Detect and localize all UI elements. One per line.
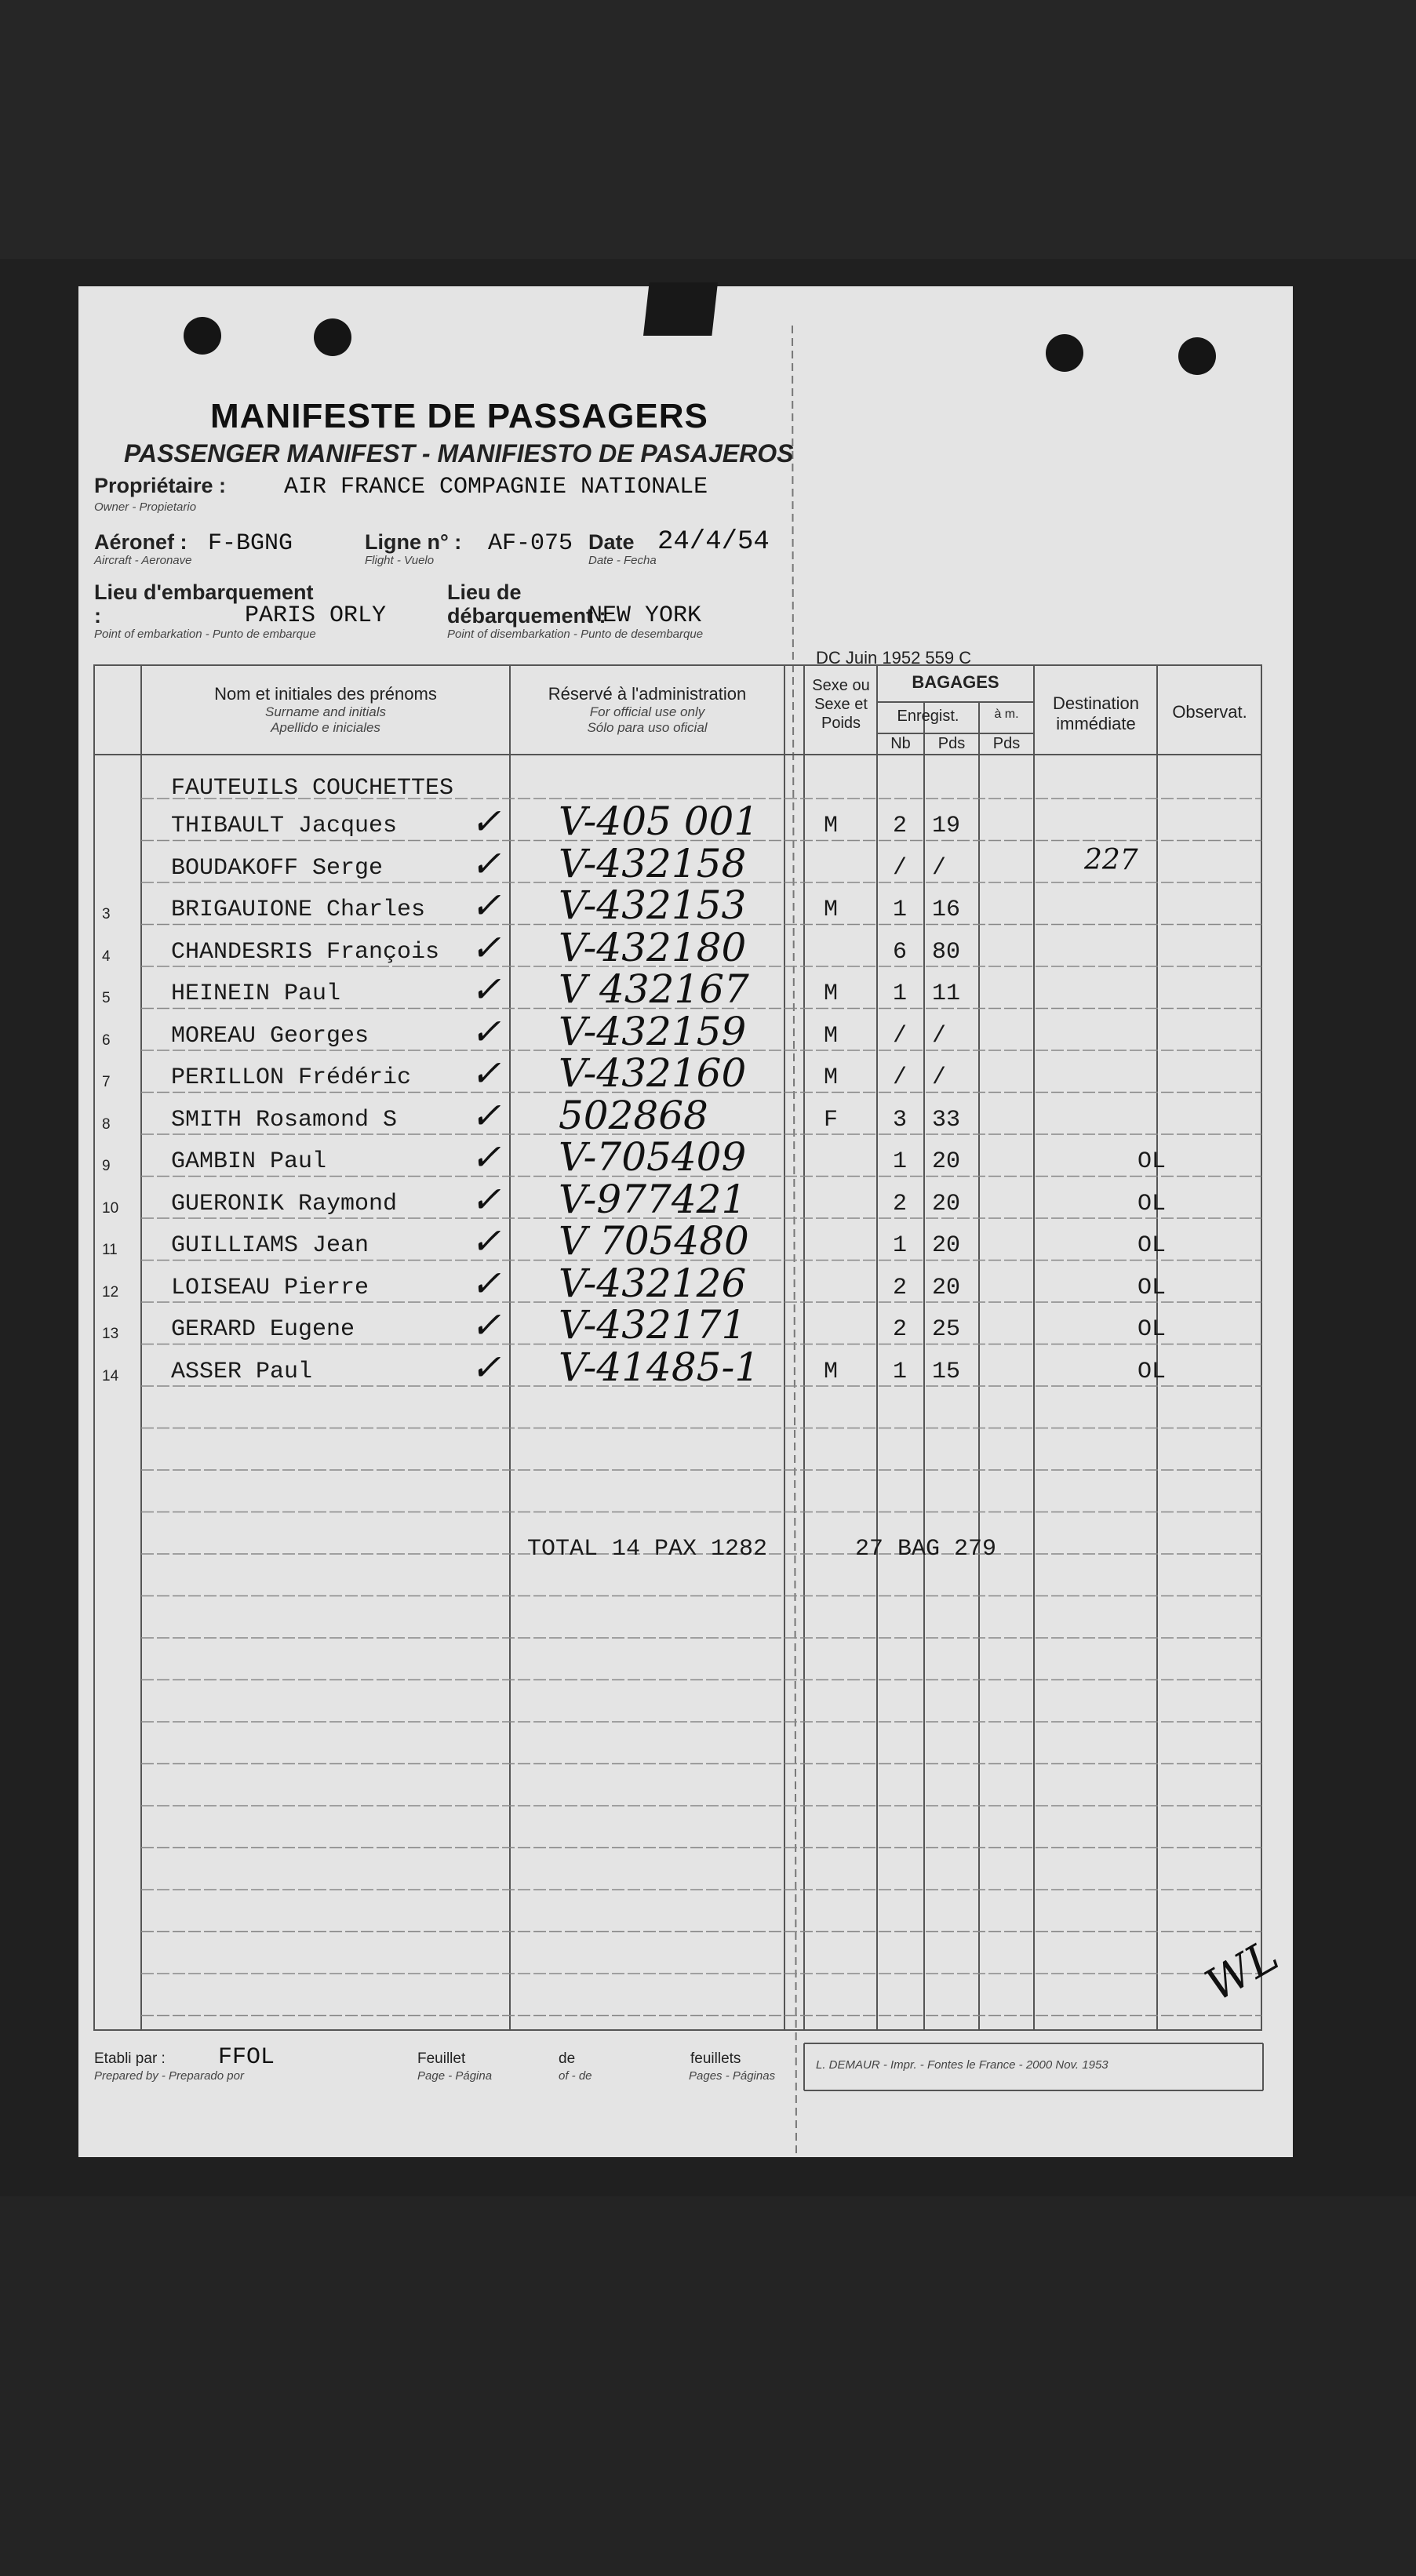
flight-value: AF-075 [488, 530, 573, 557]
of-sublabel: of - de [559, 2069, 592, 2083]
baggage-weight: / [932, 1022, 947, 1050]
passenger-name: GUERONIK Raymond [171, 1190, 398, 1217]
col-name-sub1: Surname and initials [264, 704, 387, 719]
passenger-name: CHANDESRIS François [171, 938, 440, 966]
baggage-count: 2 [893, 1190, 908, 1217]
passenger-name: THIBAULT Jacques [171, 813, 398, 839]
row-number: 7 [102, 1074, 111, 1090]
passenger-sex: M [824, 1064, 839, 1091]
row-number: 8 [102, 1115, 111, 1133]
embark-label: Lieu d'embarquement : [94, 580, 314, 628]
check-mark-icon: ✓ [471, 1345, 501, 1388]
col-nb-header: Nb [890, 735, 911, 752]
baggage-weight: / [932, 854, 947, 882]
pages-sublabel: Pages - Páginas [689, 2069, 776, 2083]
admin-reference: V 705480 [559, 1218, 749, 1264]
baggage-weight: 25 [932, 1316, 961, 1343]
col-name-header: Nom et initiales des prénoms [214, 684, 437, 704]
observation-value: OL [1138, 1190, 1167, 1217]
baggage-count: 2 [893, 813, 908, 839]
owner-sublabel: Owner - Propietario [94, 500, 197, 514]
passenger-name: GAMBIN Paul [171, 1148, 327, 1175]
check-mark-icon: ✓ [471, 1010, 501, 1053]
owner-value: AIR FRANCE COMPAGNIE NATIONALE [284, 474, 708, 500]
section-label: FAUTEUILS COUCHETTES [171, 775, 454, 802]
row-number: 6 [102, 1031, 111, 1049]
col-hand-pds-header: Pds [992, 735, 1021, 752]
of-label: de [559, 2050, 576, 2067]
check-mark-icon: ✓ [471, 884, 501, 926]
col-sex-header: Sexe ou Sexe et Poids [812, 677, 870, 732]
row-number: 11 [102, 1242, 118, 1258]
baggage-count: / [893, 1022, 908, 1050]
observation-value: OL [1138, 1274, 1167, 1301]
observation-value: OL [1138, 1148, 1167, 1175]
observation-value: OL [1138, 1232, 1167, 1259]
passenger-sex: M [824, 1358, 839, 1385]
baggage-count: 3 [893, 1106, 908, 1133]
col-admin-sub2: Sólo para uso oficial [587, 720, 708, 735]
check-mark-icon: ✓ [471, 800, 501, 842]
manifest-title: MANIFESTE DE PASSAGERS [210, 397, 708, 435]
admin-reference: V-405 001 [559, 799, 759, 844]
pages-label: feuillets [690, 2050, 741, 2067]
date-value: 24/4/54 [657, 527, 770, 557]
admin-reference: V-41485-1 [559, 1344, 760, 1390]
baggage-weight: 20 [932, 1232, 961, 1259]
passenger-name: BRIGAUIONE Charles [171, 897, 426, 923]
disembark-value: NEW YORK [588, 602, 702, 629]
passenger-sex: M [824, 897, 839, 923]
observation-value: OL [1138, 1358, 1167, 1385]
baggage-weight: 80 [932, 938, 961, 966]
col-baggage-header: BAGAGES [912, 672, 999, 692]
admin-reference: V-432159 [559, 1008, 747, 1054]
aircraft-label: Aéronef : [94, 530, 187, 554]
observation-value: OL [1138, 1316, 1167, 1343]
baggage-count: 1 [893, 1148, 908, 1175]
col-name-sub2: Apellido e iniciales [271, 720, 380, 735]
manifest-subtitle: PASSENGER MANIFEST - MANIFIESTO DE PASAJEROS [124, 439, 794, 468]
date-sublabel: Date - Fecha [588, 554, 657, 567]
row-number: 13 [102, 1326, 119, 1342]
col-registered-header: Enregist. [897, 708, 959, 725]
baggage-weight: 20 [932, 1274, 961, 1301]
passenger-sex: M [824, 813, 839, 839]
baggage-weight: 11 [932, 981, 961, 1007]
passenger-sex: M [824, 1022, 839, 1050]
baggage-weight: / [932, 1064, 947, 1091]
prepared-sublabel: Prepared by - Preparado por [94, 2069, 244, 2083]
prepared-value: FFOL [218, 2044, 275, 2071]
col-admin-sub1: For official use only [589, 704, 705, 719]
baggage-count: / [893, 1064, 908, 1091]
passenger-name: SMITH Rosamond S [171, 1106, 398, 1133]
baggage-weight: 19 [932, 813, 961, 839]
date-label: Date [588, 530, 635, 554]
baggage-count: 2 [893, 1316, 908, 1343]
check-mark-icon: ✓ [471, 842, 501, 885]
baggage-count: 2 [893, 1274, 908, 1301]
check-mark-icon: ✓ [471, 1177, 501, 1221]
admin-reference: 502868 [559, 1092, 708, 1138]
baggage-weight: 16 [932, 897, 961, 923]
check-mark-icon: ✓ [471, 1093, 501, 1137]
check-mark-icon: ✓ [471, 1220, 501, 1262]
row-number: 9 [102, 1158, 111, 1174]
printer-imprint: L. DEMAUR - Impr. - Fontes le France - 2000 Nov. 1953 [816, 2058, 1108, 2072]
row-number: 4 [102, 948, 111, 965]
col-admin-header: Réservé à l'administration [548, 684, 747, 704]
check-mark-icon: ✓ [471, 1261, 501, 1304]
passenger-name: GERARD Eugene [171, 1316, 355, 1343]
col-hand-header: à m. [994, 708, 1019, 721]
row-number: 10 [102, 1199, 119, 1217]
baggage-weight: 20 [932, 1148, 961, 1175]
passenger-name: BOUDAKOFF Serge [171, 854, 384, 882]
total-bags: 27 BAG 279 [855, 1536, 997, 1563]
row-number: 5 [102, 990, 111, 1006]
baggage-count: 1 [893, 897, 908, 923]
passenger-name: MOREAU Georges [171, 1022, 369, 1050]
row-number: 3 [102, 906, 111, 922]
baggage-weight: 33 [932, 1106, 961, 1133]
admin-reference: V-432171 [559, 1302, 747, 1348]
destination-value: 227 [1084, 843, 1138, 876]
row-number: 12 [102, 1283, 119, 1301]
disembark-sublabel: Point of disembarkation - Punto de desembarque [447, 628, 704, 641]
baggage-count: / [893, 854, 908, 882]
baggage-count: 1 [893, 1232, 908, 1259]
flight-label: Ligne n° : [365, 530, 462, 554]
check-mark-icon: ✓ [471, 1136, 501, 1178]
check-mark-icon: ✓ [471, 1052, 501, 1094]
passenger-name: GUILLIAMS Jean [171, 1232, 369, 1259]
embark-value: PARIS ORLY [245, 602, 387, 629]
form-code: DC Juin 1952 559 C [816, 648, 972, 668]
admin-reference: V 432167 [559, 966, 749, 1012]
baggage-count: 1 [893, 981, 908, 1007]
prepared-label: Etabli par : [94, 2050, 166, 2067]
baggage-count: 6 [893, 938, 908, 966]
aircraft-value: F-BGNG [208, 530, 293, 557]
col-pds-header: Pds [937, 735, 966, 752]
passenger-sex: M [824, 981, 839, 1007]
total-pax: TOTAL 14 PAX 1282 [527, 1536, 768, 1563]
page-label: Feuillet [417, 2050, 466, 2067]
col-observations-header: Observat. [1172, 702, 1247, 722]
check-mark-icon: ✓ [471, 926, 501, 969]
admin-reference: V-432160 [559, 1050, 747, 1096]
admin-reference: V-432153 [559, 882, 747, 928]
passenger-name: LOISEAU Pierre [171, 1274, 369, 1301]
admin-reference: V-977421 [559, 1176, 747, 1222]
baggage-weight: 20 [932, 1190, 961, 1217]
baggage-weight: 15 [932, 1358, 961, 1385]
admin-reference: V-432126 [559, 1260, 747, 1306]
corner-initials: WL [1197, 1930, 1287, 2012]
passenger-sex: F [824, 1106, 839, 1133]
passenger-name: HEINEIN Paul [171, 981, 341, 1007]
col-destination-header: Destination immédiate [1052, 693, 1140, 733]
passenger-name: PERILLON Frédéric [171, 1064, 412, 1091]
embark-sublabel: Point of embarkation - Punto de embarque [94, 628, 316, 641]
baggage-count: 1 [893, 1358, 908, 1385]
admin-reference: V-432180 [559, 924, 747, 970]
aircraft-sublabel: Aircraft - Aeronave [94, 554, 192, 567]
flight-sublabel: Flight - Vuelo [365, 554, 435, 567]
row-number: 14 [102, 1367, 119, 1384]
page-sublabel: Page - Página [417, 2069, 493, 2083]
check-mark-icon: ✓ [471, 968, 501, 1010]
check-mark-icon: ✓ [471, 1304, 501, 1346]
disembark-label: Lieu de débarquement : [447, 580, 606, 628]
admin-reference: V-705409 [559, 1134, 747, 1180]
passenger-name: ASSER Paul [171, 1358, 313, 1385]
owner-label: Propriétaire : [94, 474, 227, 497]
admin-reference: V-432158 [559, 840, 747, 886]
